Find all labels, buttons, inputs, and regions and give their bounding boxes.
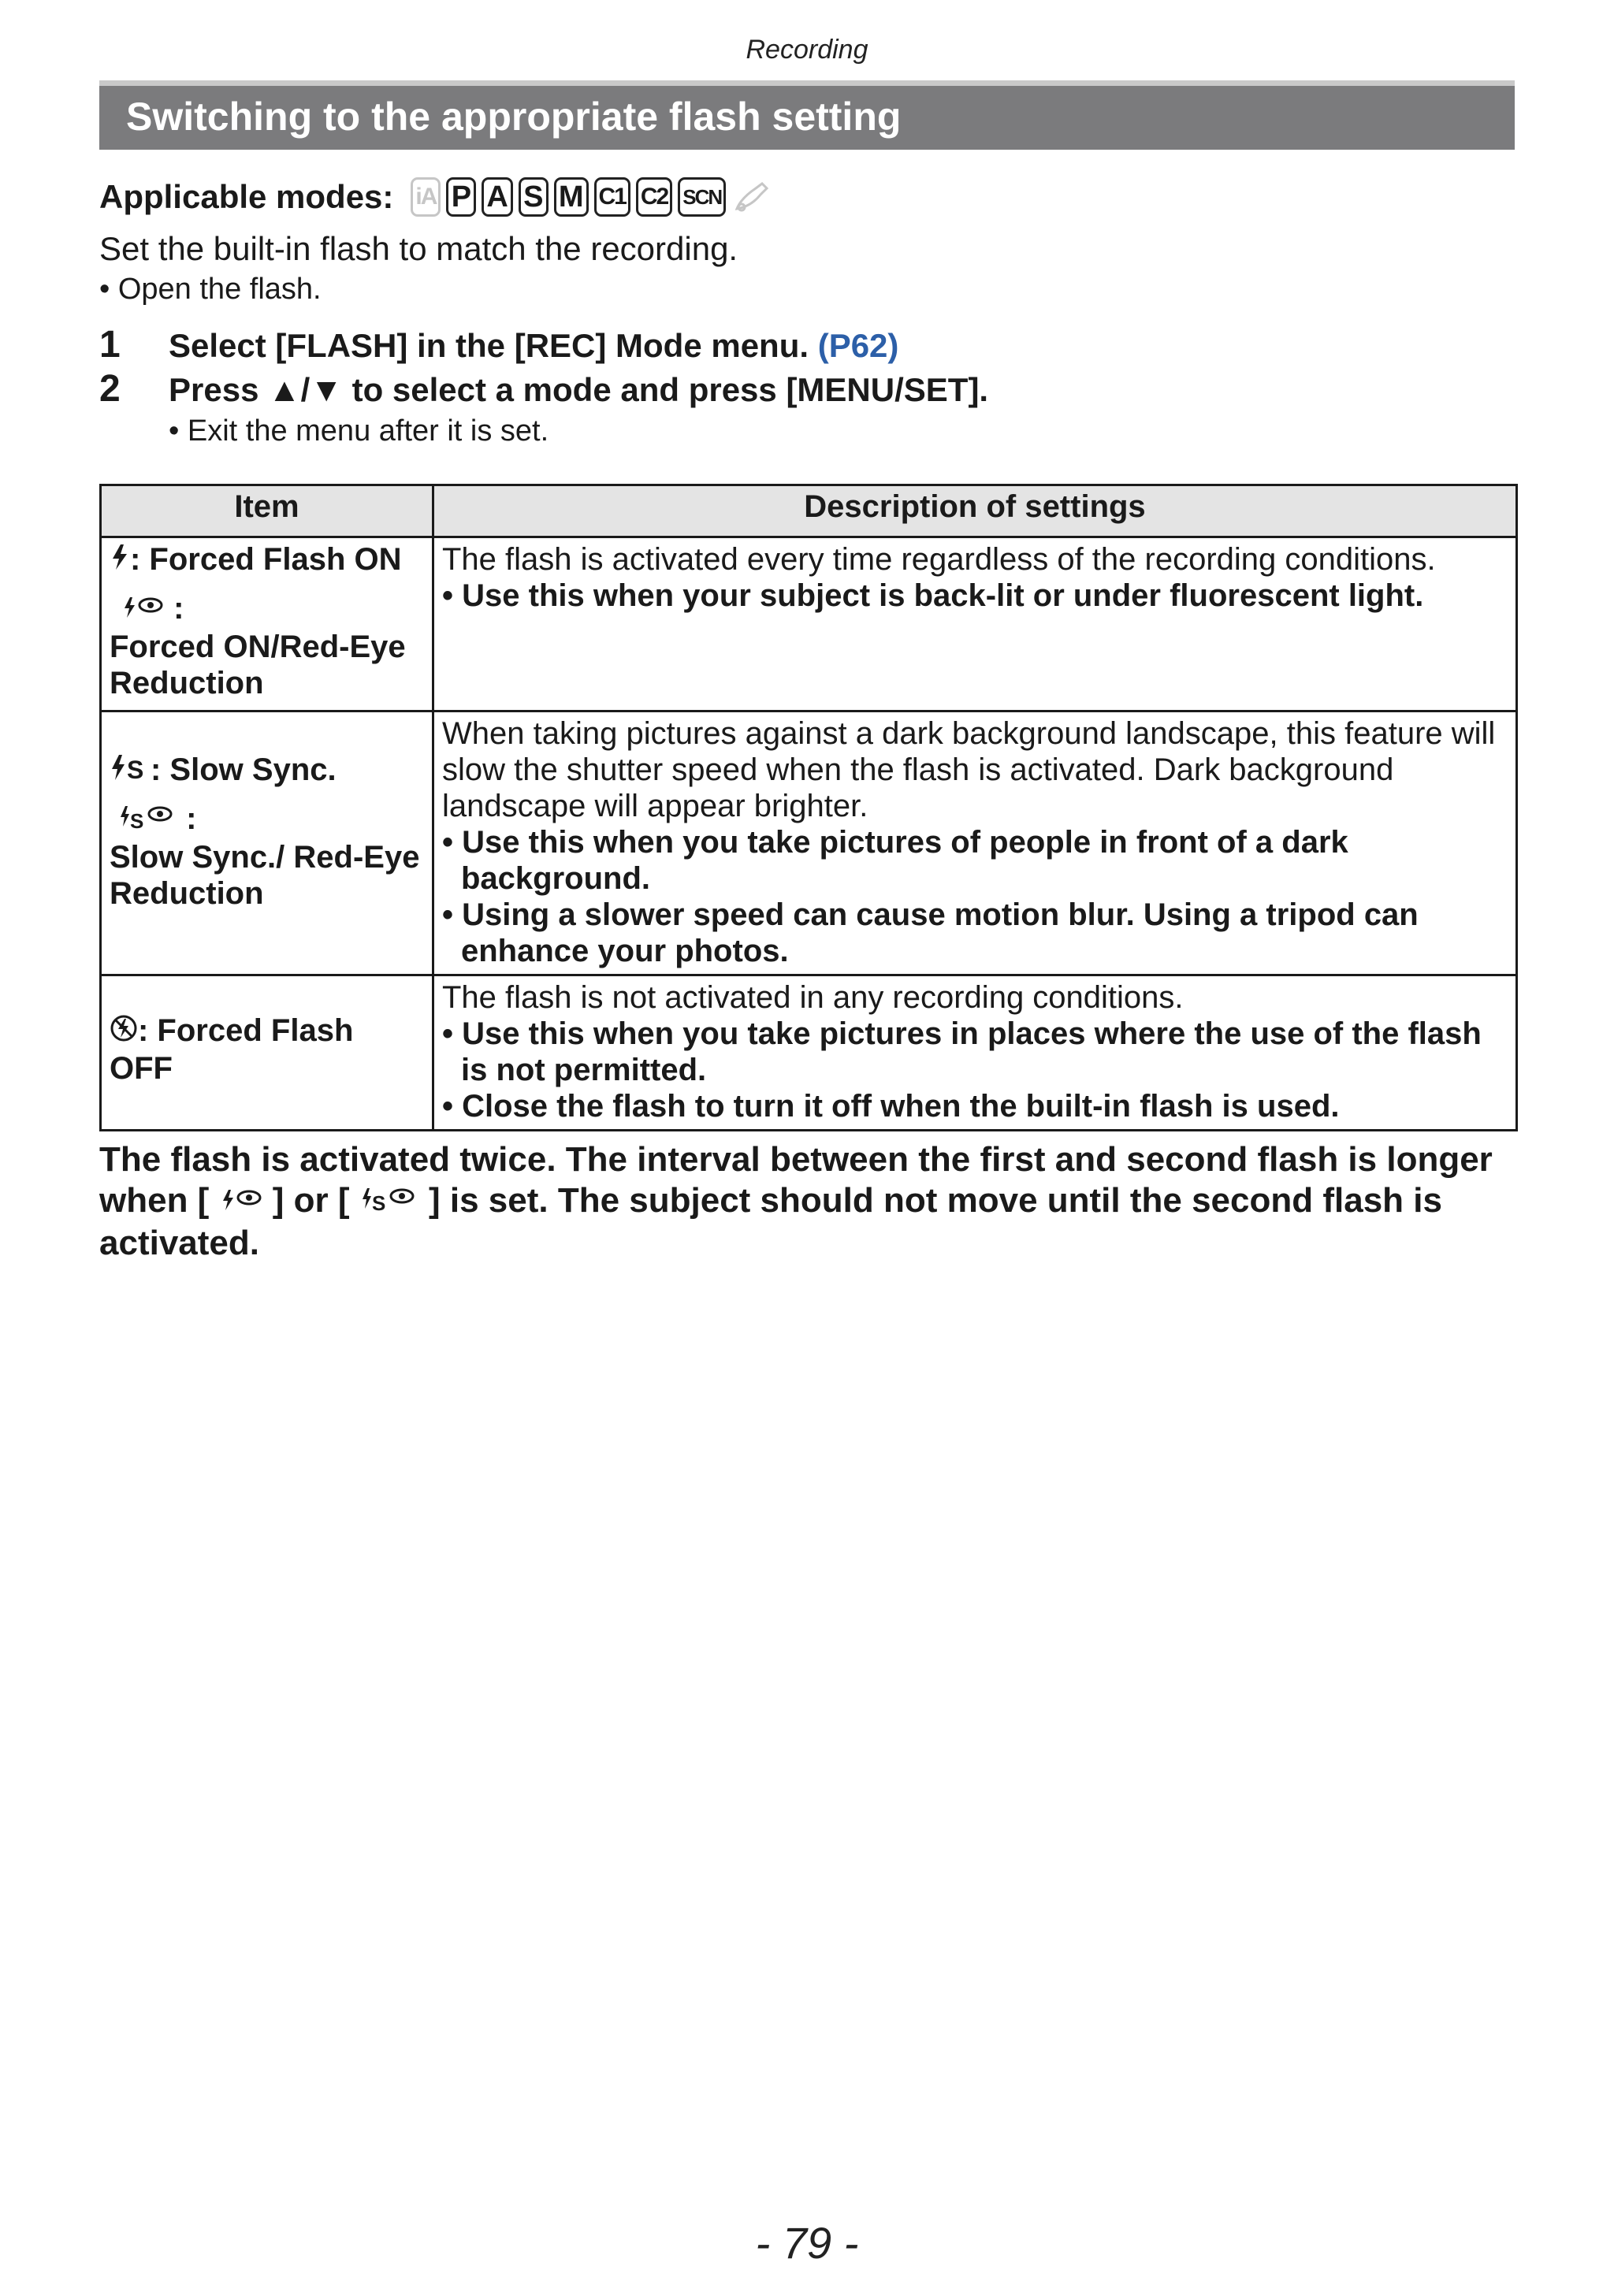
desc-forced-off-bullet-2: • Close the flash to turn it off when the built-in flash is used. [442, 1089, 1340, 1124]
step-1-page-link[interactable]: (P62) [817, 327, 899, 364]
desc-cell-slow-sync [433, 711, 1517, 975]
table-row [101, 711, 1517, 975]
svg-text:S: S [130, 808, 144, 831]
table-header-row [101, 485, 1517, 537]
section-title-bar [99, 80, 1515, 150]
item-redeye-extra-label: Forced ON/Red-Eye Reduction [110, 629, 406, 700]
flash-off-icon [110, 1014, 138, 1050]
page-number: - 79 - [755, 2218, 859, 2268]
item-cell-forced-off [101, 975, 433, 1131]
flash-slow-sync-redeye-icon [117, 803, 177, 839]
table-header-description: Description of settings [433, 485, 1517, 537]
page-section-header: Recording [746, 35, 868, 65]
flash-redeye-icon [219, 1182, 263, 1223]
item-slow-sync-label: : Slow Sync. [151, 752, 337, 787]
section-title: Switching to the appropriate flash setting [126, 95, 902, 139]
applicable-modes-row [99, 173, 772, 221]
step-1-text: Select [FLASH] in the [REC] Mode menu. [169, 327, 818, 364]
item-cell-forced-on [101, 537, 433, 711]
table-row [101, 975, 1517, 1131]
desc-cell-forced-on [433, 537, 1517, 711]
applicable-modes-label: Applicable modes: [99, 178, 394, 215]
mode-c1-icon: C1 [594, 177, 630, 217]
desc-cell-forced-off [433, 975, 1517, 1131]
flash-settings-table [99, 484, 1518, 1131]
creative-control-icon [731, 177, 772, 217]
intro-text: Set the built-in flash to match the recording. [99, 230, 738, 267]
desc-forced-off-text: The flash is not activated in any recording conditions. [442, 980, 1184, 1015]
step-2 [99, 367, 988, 411]
mode-s-icon: S [519, 177, 549, 217]
mode-m-icon: M [554, 177, 589, 217]
desc-slow-sync-text: When taking pictures against a dark background landscape, this feature will slow the shutter speed when the flash is activated. Dark background landscape will appear brighter. [442, 716, 1496, 823]
flash-slow-sync-icon [110, 753, 151, 789]
step-2-note: • Exit the menu after it is set. [169, 414, 549, 448]
svg-text:S: S [371, 1191, 386, 1214]
step-1 [99, 323, 898, 366]
flash-slow-sync-redeye-icon [359, 1182, 419, 1223]
flash-twice-note: The flash is activated twice. The interval between the first and second flash is longer when [ ] or [ S ] is set. The subject should not move until the second flash is activated. [99, 1140, 1493, 1263]
mode-c2-icon: C2 [636, 177, 672, 217]
svg-text:S: S [127, 756, 144, 782]
mode-ia-icon: iA [411, 177, 441, 217]
item-forced-off-label: : Forced Flash OFF [110, 1013, 354, 1087]
desc-slow-sync-bullet-1: • Use this when you take pictures of people in front of a dark background. [442, 825, 1348, 896]
desc-forced-on-text: The flash is activated every time regardless of the recording conditions. [442, 542, 1436, 577]
desc-slow-sync-bullet-2: • Using a slower speed can cause motion blur. Using a tripod can enhance your photos. [442, 897, 1419, 968]
step-2-text: Press ▲/▼ to select a mode and press [MENU/SET]. [169, 371, 989, 408]
item-slow-sync-redeye-extra-label: Slow Sync./ Red-Eye Reduction [110, 839, 420, 911]
mode-a-icon: A [482, 177, 512, 217]
item-cell-slow-sync [101, 711, 433, 975]
item-slow-sync-redeye-label: : [177, 801, 197, 837]
mode-scn-icon: SCN [678, 177, 726, 217]
flash-forced-icon [110, 543, 130, 579]
desc-forced-on-bullet-1: • Use this when your subject is back-lit or under fluorescent light. [442, 578, 1424, 613]
step-2-number: 2 [99, 368, 121, 410]
item-redeye-label: : [165, 591, 184, 626]
step-1-number: 1 [99, 324, 121, 366]
intro-bullet: • Open the flash. [99, 273, 322, 306]
flash-redeye-icon [121, 593, 165, 629]
table-header-item: Item [101, 485, 433, 537]
mode-p-icon: P [446, 177, 476, 217]
item-forced-on-label: : Forced Flash ON [130, 542, 402, 577]
table-row [101, 537, 1517, 711]
desc-forced-off-bullet-1: • Use this when you take pictures in places where the use of the flash is not permitted. [442, 1016, 1482, 1087]
